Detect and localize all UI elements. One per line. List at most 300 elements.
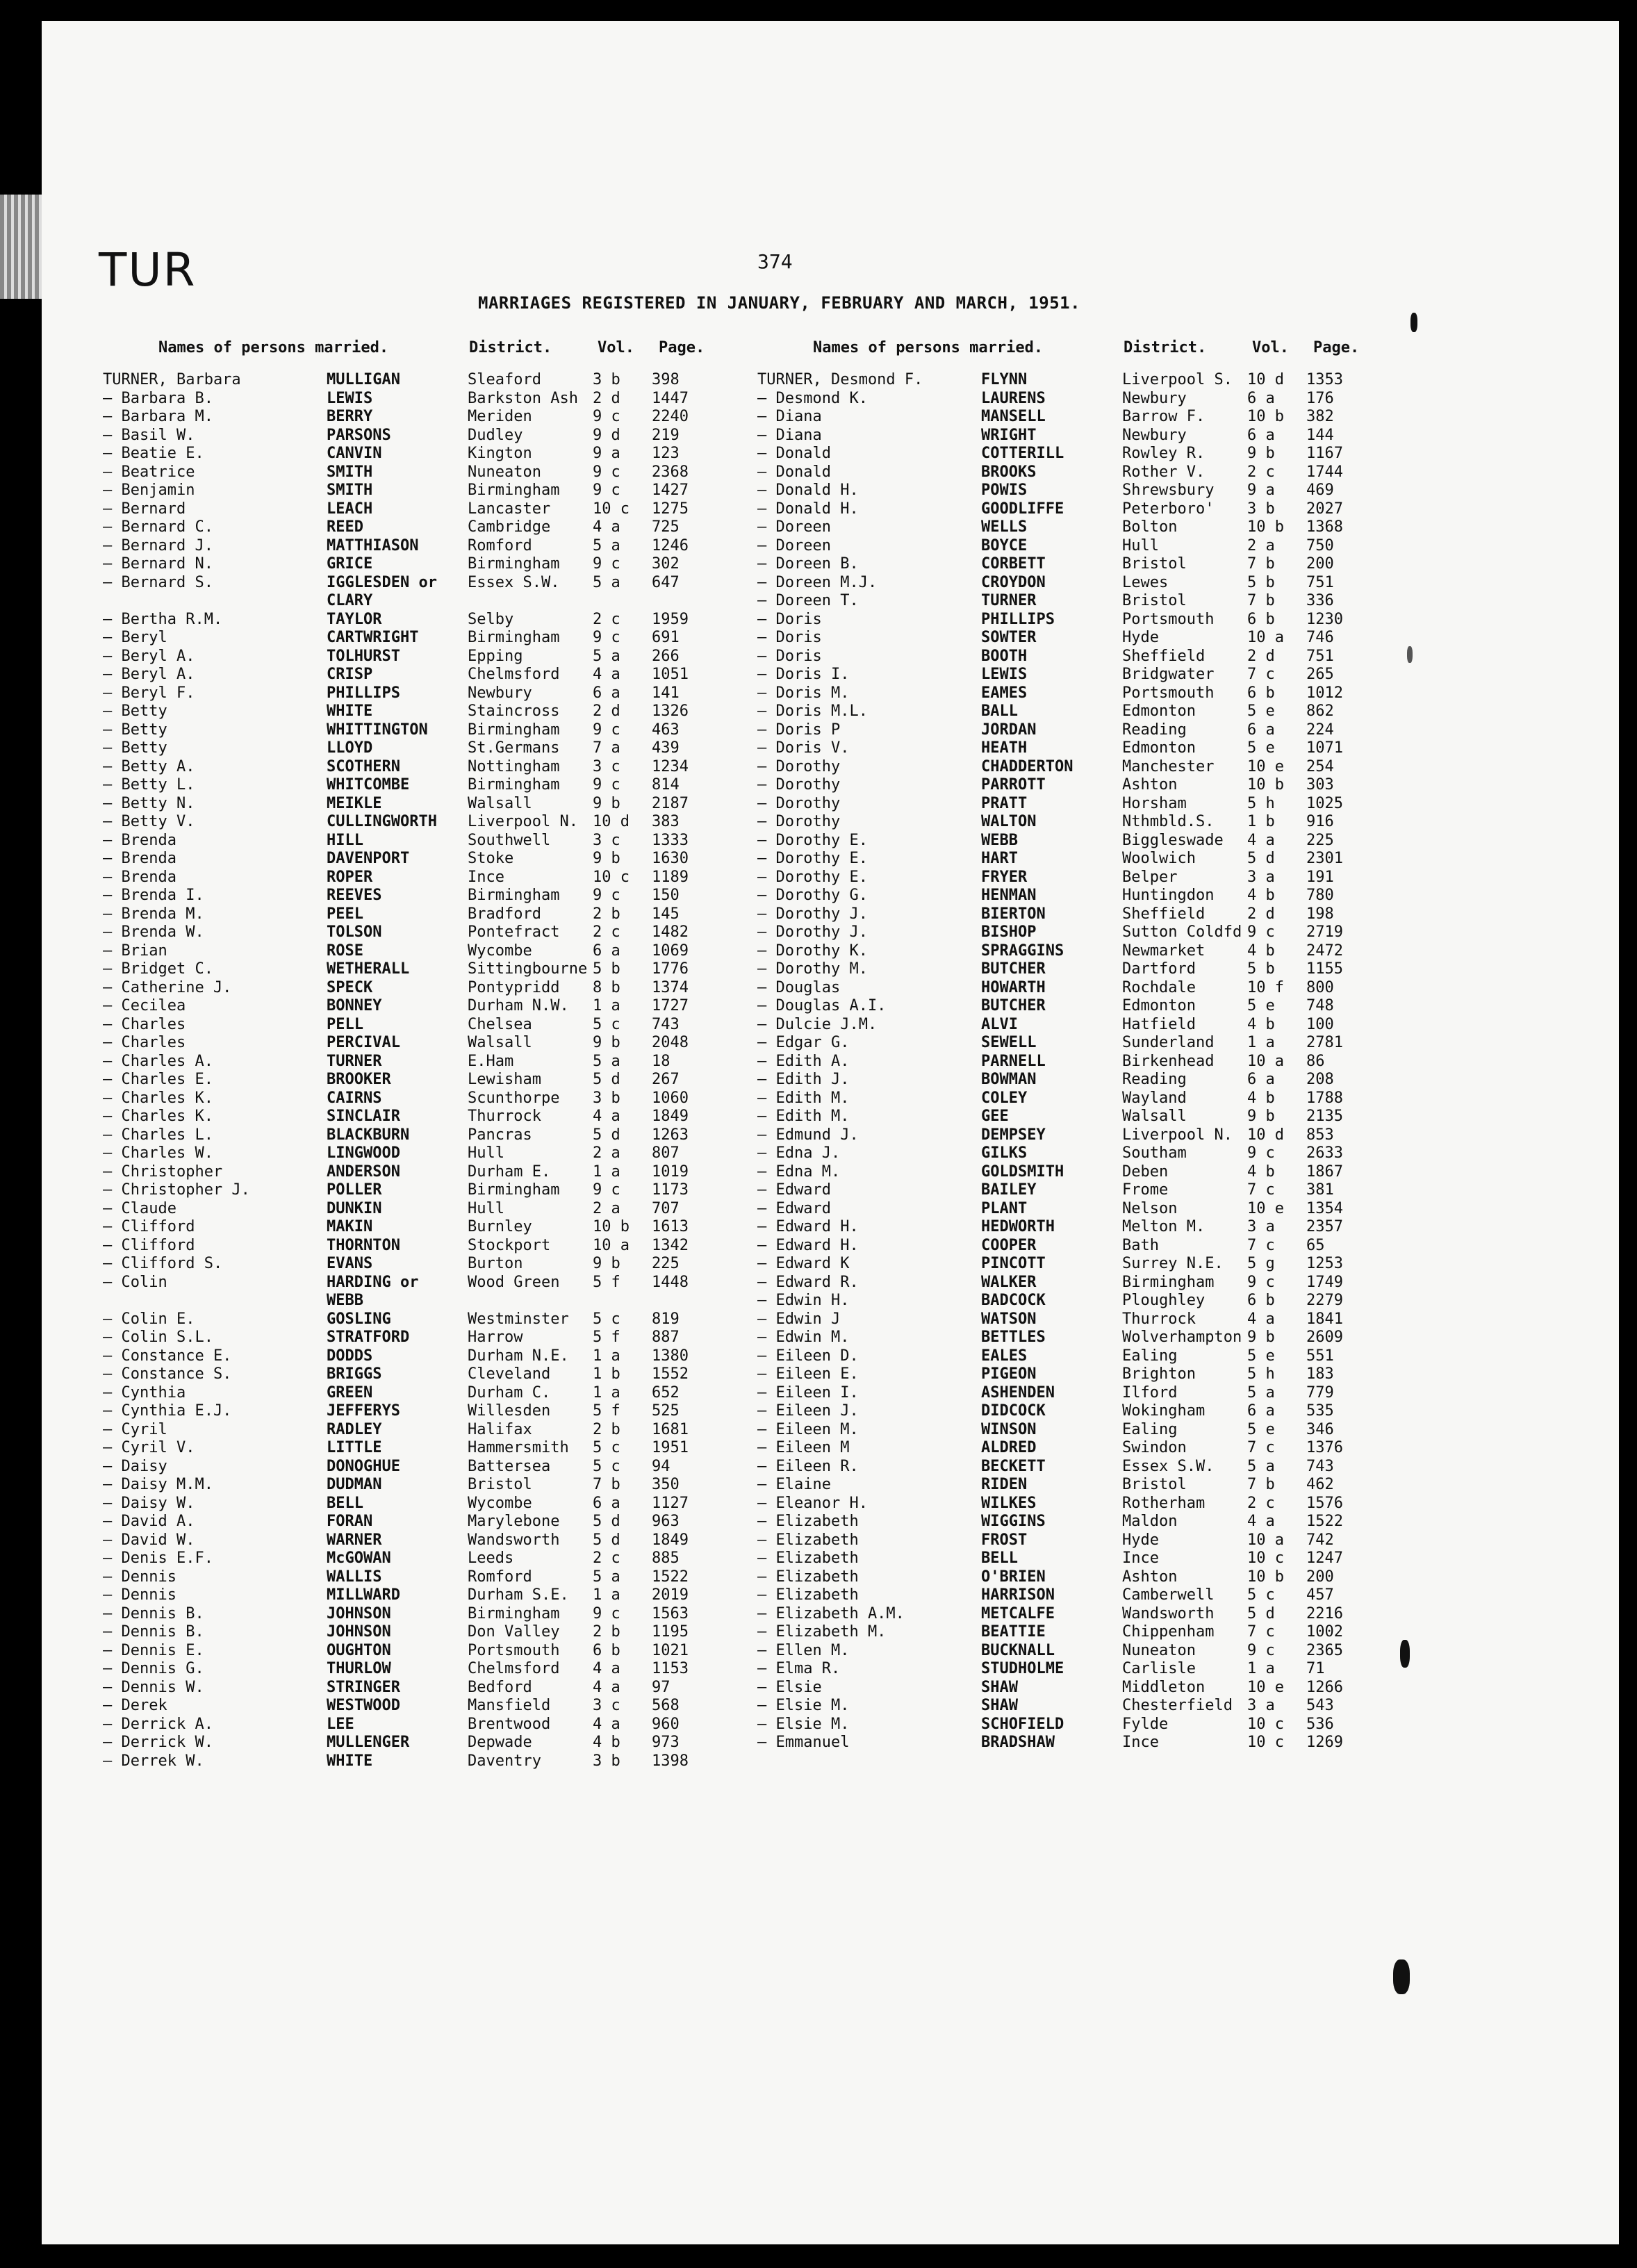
given-name: — Eileen I.	[757, 1383, 859, 1402]
page-ref: 2365	[1306, 1641, 1343, 1659]
given-name: — Doris	[757, 629, 822, 646]
spouse-surname: ALVI	[981, 1015, 1018, 1033]
district: Ashton	[1122, 1568, 1178, 1586]
entry-row	[103, 555, 763, 574]
given-name: — Dorothy	[757, 813, 841, 830]
spouse-surname: LEE	[327, 1715, 354, 1733]
volume: 2 d	[1247, 647, 1275, 665]
volume: 2 b	[593, 1420, 620, 1438]
volume: 1 a	[1247, 1034, 1275, 1051]
volume: 2 a	[593, 1199, 620, 1217]
spouse-surname: PELL	[327, 1015, 363, 1033]
volume: 9 c	[593, 1604, 620, 1622]
entry-row	[757, 1144, 1417, 1163]
volume: 10 c	[593, 500, 630, 518]
entry-row	[103, 721, 763, 740]
entry-row	[757, 1384, 1417, 1403]
header-page: Page.	[659, 339, 705, 356]
given-name: — Dennis W.	[103, 1678, 204, 1696]
page-ref: 1173	[652, 1181, 689, 1199]
page-ref: 1071	[1306, 739, 1343, 757]
page-ref: 780	[1306, 887, 1334, 904]
entry-row	[757, 795, 1417, 814]
volume: 4 a	[593, 1108, 620, 1125]
volume: 10 a	[593, 1236, 630, 1254]
district: Birmingham	[1122, 1273, 1215, 1291]
entry-row	[103, 427, 763, 445]
spouse-surname: SCHOFIELD	[981, 1715, 1064, 1733]
entry-row	[757, 592, 1417, 611]
given-name: — Brenda I.	[103, 887, 204, 904]
spouse-surname: REEVES	[327, 887, 382, 904]
district: Sheffield	[1122, 647, 1206, 665]
spouse-surname: McGOWAN	[327, 1550, 391, 1567]
volume: 5 e	[1247, 1347, 1275, 1365]
entry-row	[103, 1016, 763, 1035]
entry-row	[757, 1237, 1417, 1256]
spouse-surname: PERCIVAL	[327, 1034, 400, 1051]
page-ref: 1613	[652, 1218, 689, 1235]
volume: 10 e	[1247, 757, 1284, 775]
district: Hammersmith	[468, 1439, 569, 1456]
spouse-surname: PEEL	[327, 905, 363, 923]
given-name: — Eileen D.	[757, 1347, 859, 1365]
given-name: — Elizabeth A.M.	[757, 1604, 905, 1622]
spouse-surname: GOLDSMITH	[981, 1162, 1064, 1181]
entry-row	[103, 1255, 763, 1274]
volume: 4 b	[1247, 942, 1275, 960]
district: Chippenham	[1122, 1623, 1215, 1641]
district: Thurrock	[1122, 1310, 1196, 1328]
spouse-surname: TURNER	[327, 1052, 382, 1070]
volume: 10 c	[593, 868, 630, 886]
volume: 4 b	[1247, 887, 1275, 904]
scan-edge	[0, 195, 42, 299]
entry-row	[103, 1495, 763, 1513]
given-name: — Dorothy J.	[757, 923, 868, 941]
entry-row	[757, 611, 1417, 630]
page-ref: 267	[652, 1071, 680, 1088]
page-ref: 525	[652, 1402, 680, 1420]
entry-row	[103, 648, 763, 666]
spouse-surname: BROOKS	[981, 463, 1037, 481]
entry-row	[103, 1716, 763, 1734]
spouse-surname: LINGWOOD	[327, 1144, 400, 1162]
given-name: TURNER, Barbara	[103, 371, 241, 388]
district: Ilford	[1122, 1383, 1178, 1402]
entry-row	[757, 1550, 1417, 1568]
district: Durham C.	[468, 1383, 551, 1402]
page-ref: 1951	[652, 1439, 689, 1456]
district: Romford	[468, 536, 532, 554]
page-ref: 779	[1306, 1383, 1334, 1402]
given-name: — Elsie	[757, 1678, 822, 1696]
volume: 10 b	[1247, 1568, 1284, 1586]
volume: 9 c	[1247, 1273, 1275, 1291]
page-ref: 150	[652, 887, 680, 904]
entry-row	[103, 1144, 763, 1163]
given-name: — David A.	[103, 1513, 195, 1530]
volume: 6 a	[1247, 389, 1275, 407]
district: Newbury	[468, 684, 532, 702]
spouse-surname: BRIGGS	[327, 1365, 382, 1383]
page-ref: 1069	[652, 942, 689, 960]
page-ref: 303	[1306, 776, 1334, 794]
given-name: — Bernard S.	[103, 573, 213, 591]
district: Leeds	[468, 1550, 514, 1567]
given-name: — David W.	[103, 1531, 195, 1549]
given-name: — Brenda	[103, 850, 176, 867]
entry-row	[757, 1734, 1417, 1752]
district: Hull	[1122, 536, 1159, 554]
volume: 5 e	[1247, 997, 1275, 1014]
volume: 10 a	[1247, 1052, 1284, 1070]
volume: 2 d	[593, 702, 620, 720]
district: Horsham	[1122, 794, 1187, 812]
given-name: — Doris	[757, 647, 822, 665]
volume: 4 b	[1247, 1015, 1275, 1033]
entry-list	[103, 371, 763, 1770]
given-name: — Betty A.	[103, 757, 195, 775]
district: Bristol	[1122, 592, 1187, 609]
given-name: — Brenda W.	[103, 923, 204, 941]
district: Lewes	[1122, 573, 1169, 591]
entry-row	[103, 832, 763, 850]
spouse-surname: WELLS	[981, 518, 1028, 536]
entry-row	[103, 408, 763, 427]
volume: 3 a	[1247, 1697, 1275, 1714]
spouse-surname: TURNER	[981, 592, 1037, 609]
entry-row	[757, 648, 1417, 666]
given-name: — Clifford	[103, 1236, 195, 1254]
given-name: — Betty N.	[103, 794, 195, 812]
right-column	[757, 339, 1417, 1752]
header-names: Names of persons married.	[813, 339, 1044, 356]
spouse-surname: GOODLIFFE	[981, 500, 1064, 518]
district: Chelsea	[468, 1015, 532, 1033]
entry-row	[103, 1218, 763, 1237]
volume: 8 b	[593, 978, 620, 996]
spouse-surname: BONNEY	[327, 997, 382, 1014]
given-name: — Dorothy	[757, 794, 841, 812]
volume: 2 c	[1247, 463, 1275, 481]
volume: 1 a	[1247, 1660, 1275, 1677]
volume: 5 a	[593, 573, 620, 591]
entry-row	[103, 390, 763, 409]
page-ref: 94	[652, 1457, 671, 1475]
entry-row	[757, 1513, 1417, 1531]
page-ref: 2019	[652, 1586, 689, 1604]
spouse-surname: MILLWARD	[327, 1586, 400, 1604]
given-name: — Bernard J.	[103, 536, 213, 554]
given-name: — Edwin M.	[757, 1329, 850, 1346]
entry-row	[103, 1623, 763, 1642]
entry-row	[103, 758, 763, 777]
page-ref: 819	[652, 1310, 680, 1328]
given-name: — Bridget C.	[103, 960, 213, 978]
district: Kington	[468, 445, 532, 462]
district: Lewisham	[468, 1071, 541, 1088]
district: Lancaster	[468, 500, 551, 518]
spouse-surname: LLOYD	[327, 739, 373, 757]
spouse-surname: HEATH	[981, 739, 1028, 757]
volume: 2 d	[1247, 905, 1275, 923]
page-ref: 1563	[652, 1604, 689, 1622]
district: Dudley	[468, 426, 523, 444]
spouse-surname: SHAW	[981, 1678, 1018, 1696]
spouse-surname: SINCLAIR	[327, 1108, 400, 1125]
header-vol: Vol.	[598, 339, 634, 356]
page-ref: 1482	[652, 923, 689, 941]
entry-row	[103, 1679, 763, 1698]
spouse-surname: PHILLIPS	[981, 610, 1055, 628]
given-name: — Cynthia E.J.	[103, 1402, 232, 1420]
entry-row	[103, 1421, 763, 1440]
spouse-surname: COOPER	[981, 1236, 1037, 1254]
entry-row	[757, 574, 1417, 593]
page-ref: 266	[652, 647, 680, 665]
volume: 7 b	[593, 1476, 620, 1493]
spouse-surname: O'BRIEN	[981, 1568, 1046, 1586]
given-name: — Charles	[103, 1015, 186, 1033]
district: Daventry	[468, 1752, 541, 1770]
spouse-surname: BEATTIE	[981, 1623, 1046, 1641]
entry-row	[757, 1365, 1417, 1384]
given-name: — Dennis E.	[103, 1641, 204, 1659]
volume: 5 e	[1247, 1420, 1275, 1438]
volume: 6 a	[1247, 1071, 1275, 1088]
entry-row	[757, 629, 1417, 648]
district: Birmingham	[468, 776, 560, 794]
entry-row	[103, 1752, 763, 1771]
page-ref: 1744	[1306, 463, 1343, 481]
volume: 4 a	[593, 518, 620, 536]
district: Bradford	[468, 905, 541, 923]
punch-mark	[1393, 1959, 1410, 1994]
given-name: — Dorothy	[757, 757, 841, 775]
page-ref: 1342	[652, 1236, 689, 1254]
given-name: — Derrick W.	[103, 1734, 213, 1751]
entry-row	[103, 1034, 763, 1053]
page-ref: 65	[1306, 1236, 1325, 1254]
spouse-surname: SPRAGGINS	[981, 942, 1064, 960]
spouse-surname: PARNELL	[981, 1052, 1046, 1070]
volume: 9 b	[1247, 1108, 1275, 1125]
district: Birmingham	[468, 721, 560, 739]
page-number: 374	[757, 250, 793, 273]
district: Southam	[1122, 1144, 1187, 1162]
district: Pancras	[468, 1126, 532, 1144]
volume: 3 b	[593, 371, 620, 388]
spouse-surname: JORDAN	[981, 721, 1037, 739]
district: Sleaford	[468, 371, 541, 388]
volume: 3 c	[593, 831, 620, 849]
page-ref: 2027	[1306, 500, 1343, 518]
page-ref: 123	[652, 445, 680, 462]
spouse-surname: CROYDON	[981, 573, 1046, 591]
district: Stoke	[468, 850, 514, 867]
entry-row	[103, 1126, 763, 1145]
entry-row	[757, 1053, 1417, 1071]
spouse-surname: ROSE	[327, 942, 363, 960]
spouse-surname: JOHNSON	[327, 1623, 391, 1641]
page-ref: 1266	[1306, 1678, 1343, 1696]
given-name: — Doris P	[757, 721, 841, 739]
volume: 4 a	[593, 1715, 620, 1733]
volume: 10 d	[593, 813, 630, 830]
entry-row	[103, 1734, 763, 1752]
district: Newmarket	[1122, 942, 1206, 960]
page-ref: 381	[1306, 1181, 1334, 1199]
spouse-surname: EVANS	[327, 1255, 373, 1272]
page-ref: 1380	[652, 1347, 689, 1365]
page-ref: 2216	[1306, 1604, 1343, 1622]
spouse-surname: BALL	[981, 702, 1018, 720]
district: Bridgwater	[1122, 666, 1215, 683]
page-ref: 543	[1306, 1697, 1334, 1714]
district: Wandsworth	[468, 1531, 560, 1549]
given-name: — Daisy W.	[103, 1494, 195, 1512]
given-name: — Donald H.	[757, 482, 859, 499]
district: Chelmsford	[468, 1660, 560, 1677]
spouse-surname: HARRISON	[981, 1586, 1055, 1604]
given-name: — Barbara B.	[103, 389, 213, 407]
entry-row	[757, 813, 1417, 832]
volume: 6 a	[593, 942, 620, 960]
spouse-surname: SMITH	[327, 463, 373, 481]
given-name: — Edward H.	[757, 1218, 859, 1235]
entry-row	[757, 390, 1417, 409]
page-ref: 265	[1306, 666, 1334, 683]
entry-row	[103, 887, 763, 905]
spouse-surname: ASHENDEN	[981, 1383, 1055, 1402]
given-name: — Edmund J.	[757, 1126, 859, 1144]
page-ref: 807	[652, 1144, 680, 1162]
volume: 9 c	[593, 776, 620, 794]
volume: 10 d	[1247, 1126, 1284, 1144]
given-name: — Benjamin	[103, 482, 195, 499]
given-name: — Elizabeth	[757, 1568, 859, 1586]
page-ref: 536	[1306, 1715, 1334, 1733]
page-ref: 2368	[652, 463, 689, 481]
spouse-surname: LAURENS	[981, 389, 1046, 407]
district: Birmingham	[468, 629, 560, 646]
column-header	[103, 339, 763, 371]
district: Edmonton	[1122, 739, 1196, 757]
page-ref: 916	[1306, 813, 1334, 830]
volume: 9 b	[593, 1255, 620, 1272]
page-ref: 2609	[1306, 1329, 1343, 1346]
page-ref: 208	[1306, 1071, 1334, 1088]
entry-row	[103, 1292, 763, 1310]
given-name: — Donald	[757, 463, 831, 481]
volume: 7 b	[1247, 1476, 1275, 1493]
district: Brighton	[1122, 1365, 1196, 1383]
given-name: — Charles K.	[103, 1108, 213, 1125]
volume: 6 a	[593, 684, 620, 702]
district: E.Ham	[468, 1052, 514, 1070]
entry-row	[757, 1421, 1417, 1440]
given-name: — Cecilea	[103, 997, 186, 1014]
volume: 1 a	[593, 1162, 620, 1181]
district: Wood Green	[468, 1273, 560, 1291]
volume: 3 a	[1247, 868, 1275, 886]
page-ref: 1427	[652, 482, 689, 499]
entry-row	[103, 1365, 763, 1384]
volume: 4 b	[1247, 1089, 1275, 1107]
volume: 5 a	[593, 647, 620, 665]
entry-row	[757, 776, 1417, 795]
district: Edmonton	[1122, 702, 1196, 720]
given-name: — Bernard N.	[103, 555, 213, 573]
given-name: — Basil W.	[103, 426, 195, 444]
given-name: — Beatie E.	[103, 445, 204, 462]
volume: 5 f	[593, 1329, 620, 1346]
given-name: — Elizabeth M.	[757, 1623, 887, 1641]
spouse-surname: MULLENGER	[327, 1734, 410, 1751]
spouse-surname: GEE	[981, 1108, 1009, 1125]
page-ref: 887	[652, 1329, 680, 1346]
entry-row	[103, 1642, 763, 1661]
spouse-surname: HART	[981, 850, 1018, 867]
volume: 1 a	[593, 1383, 620, 1402]
volume: 5 a	[593, 536, 620, 554]
page-ref: 1398	[652, 1752, 689, 1770]
district: Nottingham	[468, 757, 560, 775]
spouse-surname: DODDS	[327, 1347, 373, 1365]
spouse-surname: BOWMAN	[981, 1071, 1037, 1088]
page-ref: 1019	[652, 1162, 689, 1181]
district: Melton M.	[1122, 1218, 1206, 1235]
volume: 6 a	[1247, 721, 1275, 739]
volume: 5 c	[593, 1310, 620, 1328]
given-name: — Edward	[757, 1181, 831, 1199]
volume: 5 e	[1247, 739, 1275, 757]
page-ref: 1841	[1306, 1310, 1343, 1328]
entry-row	[757, 1200, 1417, 1219]
given-name: — Edwin J	[757, 1310, 841, 1328]
given-name: — Donald	[757, 445, 831, 462]
district: Sittingbourne	[468, 960, 588, 978]
entry-row	[103, 905, 763, 924]
district: Hull	[468, 1144, 504, 1162]
volume: 5 c	[1247, 1586, 1275, 1604]
volume: 10 b	[1247, 518, 1284, 536]
district: Stockport	[468, 1236, 551, 1254]
spouse-surname: WESTWOOD	[327, 1697, 400, 1714]
spouse-surname: HENMAN	[981, 887, 1037, 904]
spouse-surname: PINCOTT	[981, 1255, 1046, 1272]
given-name: — Doris M.	[757, 684, 850, 702]
page-ref: 469	[1306, 482, 1334, 499]
spouse-surname: MANSELL	[981, 408, 1046, 425]
volume: 9 c	[593, 555, 620, 573]
header-vol: Vol.	[1252, 339, 1289, 356]
entry-row	[103, 776, 763, 795]
page-ref: 225	[652, 1255, 680, 1272]
district: Cleveland	[468, 1365, 551, 1383]
given-name: — Edward K	[757, 1255, 850, 1272]
entry-row	[103, 1274, 763, 1292]
district: Bristol	[468, 1476, 532, 1493]
given-name: TURNER, Desmond F.	[757, 371, 923, 388]
given-name: — Dennis	[103, 1586, 176, 1604]
entry-row	[103, 1200, 763, 1219]
volume: 9 c	[593, 1181, 620, 1199]
spouse-surname: PLANT	[981, 1199, 1028, 1217]
given-name: — Emmanuel	[757, 1734, 850, 1751]
district: Pontypridd	[468, 978, 560, 996]
